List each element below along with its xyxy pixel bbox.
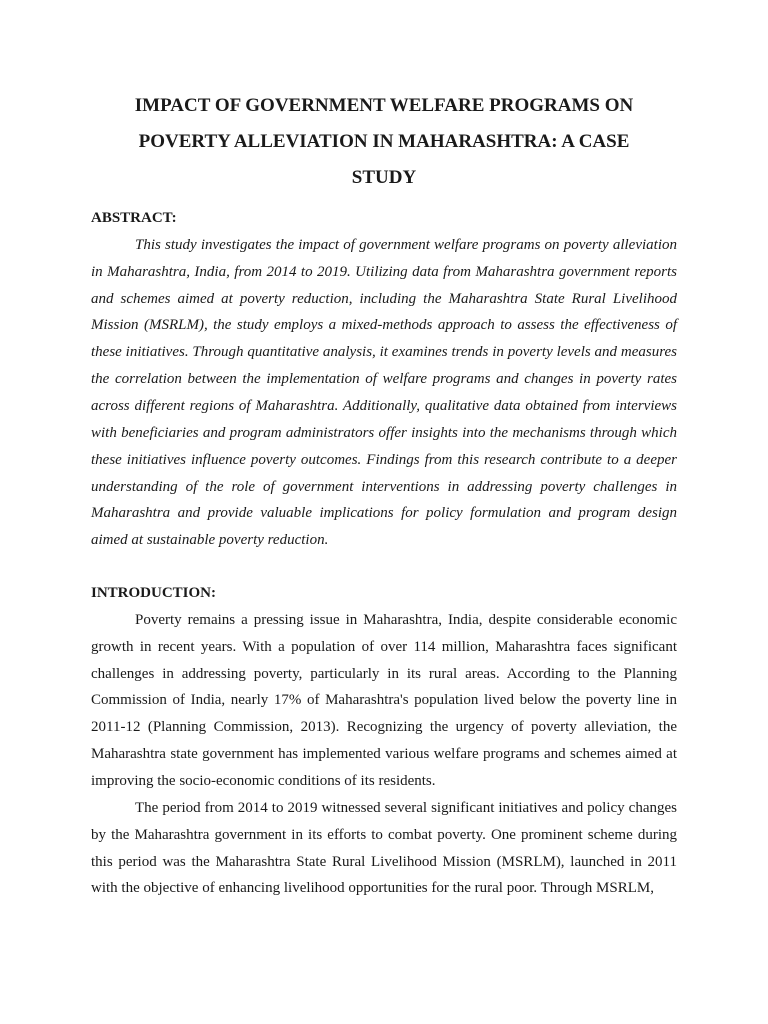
paper-title (61, 88, 707, 196)
introduction-paragraph-1: Poverty remains a pressing issue in Maharashtra, India, despite considerable economic growth in recent years. With a population of over 114 million, Maharashtra faces significant challenges in addressing poverty, particularly in its rural areas. According to the Planning Commission of India, nearly 17% of Maharashtra's population lived below the poverty line in 2011-12 (Planning Commission, 2013). Recognizing the urgency of poverty alleviation, the Maharashtra state government has implemented various welfare programs and schemes aimed at improving the socio-economic conditions of its residents. (91, 611, 677, 789)
abstract-section (91, 205, 677, 554)
document-page (91, 88, 677, 902)
abstract-text: This study investigates the impact of government welfare programs on poverty alleviation in Maharashtra, India, from 2014 to 2019. Utilizing data from Maharashtra government reports and schemes aimed at poverty reduction, including the Maharashtra State Rural Livelihood Mission (MSRLM), the study employs a mixed-methods approach to assess the effectiveness of these initiatives. Through quantitative analysis, it examines trends in poverty levels and measures the correlation between the implementation of welfare programs and changes in poverty rates across different regions of Maharashtra. Additionally, qualitative data obtained from interviews with beneficiaries and program administrators offer insights into the mechanisms through which these initiatives influence poverty outcomes. Findings from this research contribute to a deeper understanding of the role of government interventions in addressing poverty challenges in Maharashtra and provide valuable implications for policy formulation and program design aimed at sustainable poverty reduction. (91, 236, 677, 549)
introduction-section (91, 580, 677, 902)
title-line-1: IMPACT OF GOVERNMENT WELFARE PROGRAMS ON (134, 95, 634, 116)
abstract-heading: ABSTRACT: (91, 210, 177, 226)
introduction-heading: INTRODUCTION: (91, 585, 217, 602)
introduction-paragraph-2: The period from 2014 to 2019 witnessed several significant initiatives and policy changes by the Maharashtra government in its efforts to combat poverty. One prominent scheme during this period was the Maharashtra State Rural Livelihood Mission (MSRLM), launched in 2011 with the objective of enhancing livelihood opportunities for the rural poor. Through MSRLM, (91, 799, 677, 897)
title-line-3: STUDY (351, 167, 417, 188)
title-line-2: POVERTY ALLEVIATION IN MAHARASHTRA: A CASE (138, 131, 630, 152)
